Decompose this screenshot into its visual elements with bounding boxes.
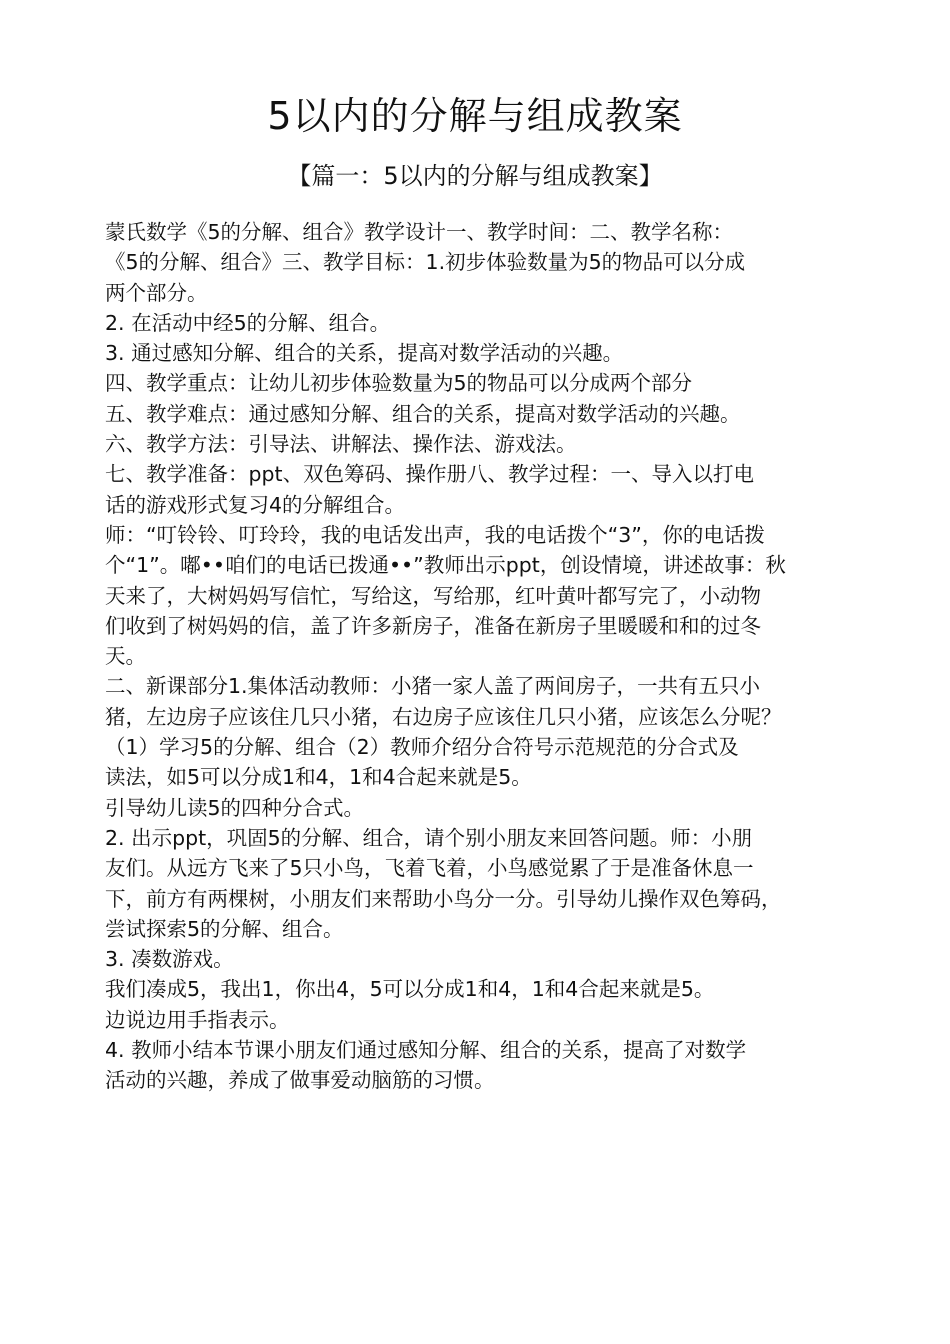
body-line: 2. 在活动中经5的分解、组合。 — [105, 310, 391, 335]
body-line: 《5的分解、组合》三、教学目标：1.初步体验数量为5的物品可以分成 — [105, 250, 746, 275]
body-line: 下，前方有两棵树，小朋友们来帮助小鸟分一分。引导幼儿操作双色筹码， — [105, 886, 782, 911]
body-line: 边说边用手指表示。 — [105, 1007, 290, 1032]
body-line: 引导幼儿读5的四种分合式。 — [105, 795, 365, 820]
body-line: 四、教学重点：让幼儿初步体验数量为5的物品可以分成两个部分 — [105, 371, 693, 396]
body-line: 我们凑成5，我出1，你出4，5可以分成1和4，1和4合起来就是5。 — [105, 977, 715, 1002]
body-line: 蒙氏数学《5的分解、组合》教学设计一、教学时间：二、教学名称： — [105, 220, 734, 244]
body-line: 二、新课部分1.集体活动教师：小猪一家人盖了两间房子，一共有五只小 — [105, 674, 761, 699]
body-line: 七、教学准备：ppt、双色筹码、操作册八、教学过程：一、导入以打电 — [105, 462, 755, 487]
body-line: 活动的兴趣，养成了做事爱动脑筋的习惯。 — [105, 1068, 495, 1093]
body-line: 五、教学难点：通过感知分解、组合的关系，提高对数学活动的兴趣。 — [105, 401, 741, 426]
body-line: 4. 教师小结本节课小朋友们通过感知分解、组合的关系，提高了对数学 — [105, 1038, 747, 1063]
document-subtitle: 【篇一：5以内的分解与组成教案】 — [287, 162, 663, 190]
body-line: 2. 出示ppt，巩固5的分解、组合，请个别小朋友来回答问题。师：小朋 — [105, 825, 753, 850]
body-line: 个“1”。嘟••咱们的电话已拨通••”教师出示ppt，创设情境，讲述故事：秋 — [105, 553, 786, 578]
body-line: 师：“叮铃铃、叮玲玲，我的电话发出声，我的电话拨个“3”，你的电话拨 — [105, 522, 765, 547]
body-line: 尝试探索5的分解、组合。 — [105, 916, 344, 941]
body-line: 两个部分。 — [105, 280, 208, 305]
body-line: 天。 — [105, 644, 146, 669]
body-line: 猪，左边房子应该住几只小猪，右边房子应该住几只小猪，应该怎么分呢？ — [105, 704, 782, 729]
body-line: 3. 凑数游戏。 — [105, 947, 234, 972]
body-line: 们收到了树妈妈的信，盖了许多新房子，准备在新房子里暖暖和和的过冬 — [105, 613, 761, 638]
body-line: 六、教学方法：引导法、讲解法、操作法、游戏法。 — [105, 432, 577, 457]
body-line: （1）学习5的分解、组合（2）教师介绍分合符号示范规范的分合式及 — [105, 735, 739, 760]
body-line: 读法，如5可以分成1和4，1和4合起来就是5。 — [105, 765, 532, 790]
body-line: 天来了，大树妈妈写信忙，写给这，写给那，红叶黄叶都写完了，小动物 — [105, 583, 761, 608]
body-line: 话的游戏形式复习4的分解组合。 — [105, 492, 406, 517]
body-line: 友们。从远方飞来了5只小鸟，飞着飞着，小鸟感觉累了于是准备休息一 — [105, 856, 754, 881]
body-line: 3. 通过感知分解、组合的关系，提高对数学活动的兴趣。 — [105, 341, 624, 366]
document-title: 5以内的分解与组成教案 — [267, 94, 683, 138]
document-body — [105, 217, 875, 1096]
